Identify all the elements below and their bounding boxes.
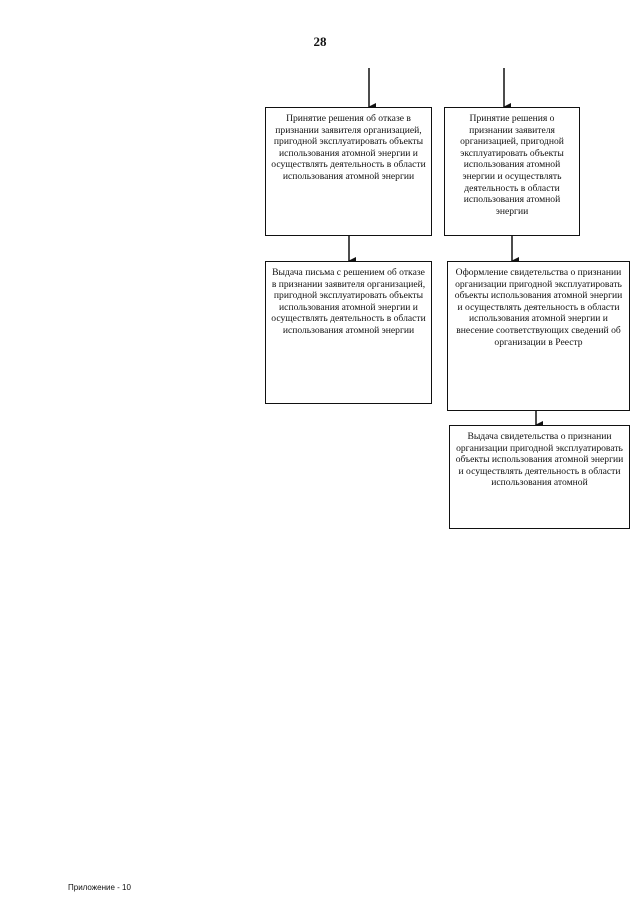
box-right-decision	[444, 107, 580, 236]
box-left-letter	[265, 261, 432, 404]
box-left-decision-text: Принятие решения об отказе в признании заявителя организацией, пригодной эксплуатировать объекты использования атомной энергии и осуществлять деятельность в области использования атомной энергии	[271, 113, 426, 182]
box-left-letter-text: Выдача письма с решением об отказе в признании заявителя организацией, пригодной эксплуатировать объекты использования атомной энергии и осуществлять деятельность в области использования атомной энергии	[271, 267, 426, 336]
box-right-decision-text: Принятие решения о признании заявителя организацией, пригодной эксплуатировать объекты использования атомной энергии и осуществлять деятельность в области использования атомной энергии	[460, 113, 564, 217]
footer-appendix-label: Приложение - 10	[68, 883, 131, 892]
box-right-certificate-prep-text: Оформление свидетельства о признании организации пригодной эксплуатировать объекты использования атомной энергии и осуществлять деятельность в области использования атомной энергии и внесение соответствующих сведений об организации в Реестр	[454, 267, 623, 348]
page-number: 28	[313, 34, 327, 49]
box-right-certificate-issue	[449, 425, 630, 529]
box-right-certificate-issue-text: Выдача свидетельства о признании организации пригодной эксплуатировать объекты использования атомной энергии и осуществлять деятельность в области использования атомной	[455, 431, 624, 489]
box-right-certificate-prep	[447, 261, 630, 411]
box-left-decision	[265, 107, 432, 236]
